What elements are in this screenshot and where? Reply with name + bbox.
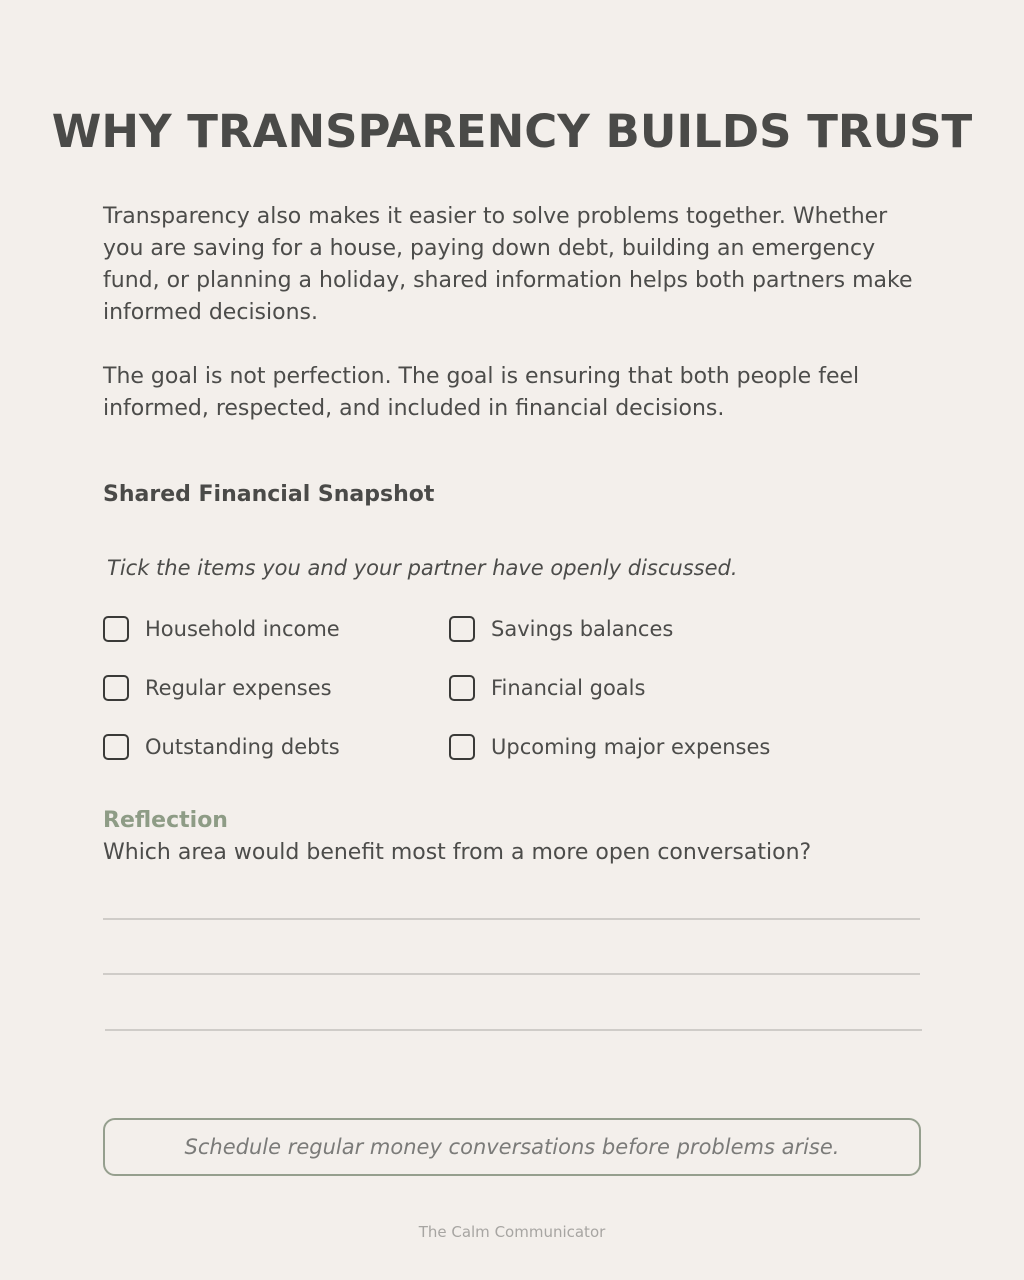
page-title: WHY TRANSPARENCY BUILDS TRUST: [51, 105, 973, 158]
checkbox[interactable]: [449, 616, 475, 642]
checklist-item-label: Upcoming major expenses: [491, 735, 771, 759]
checkbox[interactable]: [103, 616, 129, 642]
checklist-item-savings-balances[interactable]: [449, 614, 673, 644]
writing-line[interactable]: [103, 918, 920, 920]
goal-paragraph: The goal is not perfection. The goal is ensuring that both people feel informed, respected, and included in financial decisions.: [103, 364, 860, 421]
footer-brand: The Calm Communicator: [418, 1223, 606, 1241]
checklist-item-household-income[interactable]: [103, 614, 340, 644]
tip-callout: [103, 1118, 921, 1176]
checklist-item-label: Regular expenses: [145, 676, 332, 700]
tip-text: Schedule regular money conversations before problems arise.: [184, 1135, 840, 1159]
checkbox[interactable]: [449, 675, 475, 701]
writing-line[interactable]: [103, 973, 920, 975]
checkbox[interactable]: [103, 675, 129, 701]
checklist-item-upcoming-major-expenses[interactable]: [449, 732, 770, 762]
checklist-item-label: Savings balances: [491, 617, 674, 641]
snapshot-instruction: Tick the items you and your partner have openly discussed.: [107, 556, 738, 580]
intro-paragraph: Transparency also makes it easier to solve problems together. Whether you are saving for a house, paying down debt, building an emergency fund, or planning a holiday, shared information helps both partners make informed decisions.: [103, 204, 913, 325]
checklist-item-outstanding-debts[interactable]: [103, 732, 340, 762]
checkbox[interactable]: [103, 734, 129, 760]
checklist-item-label: Household income: [145, 617, 340, 641]
checklist-item-financial-goals[interactable]: [449, 673, 645, 703]
writing-line[interactable]: [105, 1029, 922, 1031]
checklist-item-regular-expenses[interactable]: [103, 673, 332, 703]
checklist-item-label: Outstanding debts: [145, 735, 340, 759]
reflection-question: Which area would benefit most from a more open conversation?: [103, 840, 812, 865]
checkbox[interactable]: [449, 734, 475, 760]
snapshot-heading: Shared Financial Snapshot: [103, 482, 435, 507]
checklist-item-label: Financial goals: [491, 676, 646, 700]
reflection-label: Reflection: [103, 808, 228, 833]
